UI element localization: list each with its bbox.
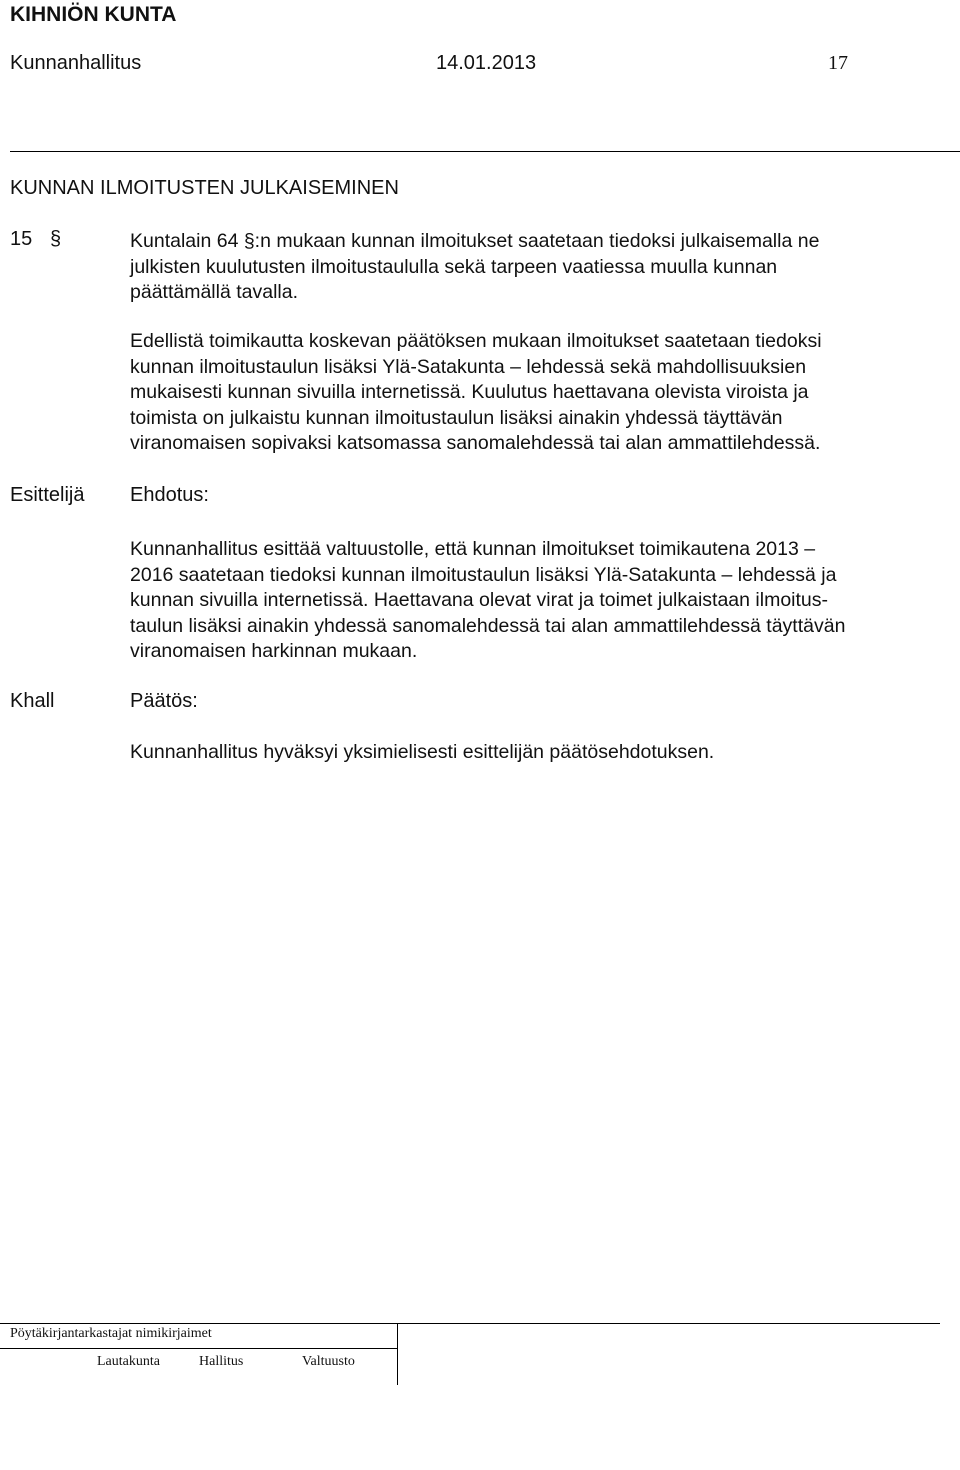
decision-maker-label: Khall — [10, 690, 55, 712]
footer-column-valtuusto: Valtuusto — [302, 1354, 355, 1369]
text-line: toimista on julkaistu kunnan ilmoitustaulun lisäksi ainakin yhdessä täyttävän — [130, 406, 783, 429]
text-line: Kuntalain 64 §:n mukaan kunnan ilmoitukset saatetaan tiedoksi julkaisemalla ne — [130, 230, 820, 252]
text-line: mukaisesti kunnan sivuilla internetissä. Kuulutus haettavana olevista viroista ja — [130, 381, 809, 403]
text-line: taulun lisäksi ainakin yhdessä sanomalehdessä tai alan ammattilehdessä täyttävän — [130, 614, 846, 637]
text-line: Edellistä toimikautta koskevan päätöksen mukaan ilmoitukset saatetaan tiedoksi — [130, 330, 822, 352]
meeting-date: 14.01.2013 — [436, 52, 537, 74]
organization-name: KIHNIÖN KUNTA — [10, 3, 177, 26]
section-title: KUNNAN ILMOITUSTEN JULKAISEMINEN — [10, 177, 399, 199]
footer-column-lautakunta: Lautakunta — [97, 1354, 160, 1369]
decision-text: Kunnanhallitus hyväksyi yksimielisesti esittelijän päätösehdotuksen. — [130, 741, 715, 763]
decision-label: Päätös: — [130, 690, 198, 712]
background-paragraph — [130, 329, 950, 457]
presenter-label: Esittelijä — [10, 484, 85, 506]
proposal-label: Ehdotus: — [130, 484, 209, 506]
text-line: päättämällä tavalla. — [130, 281, 299, 303]
decision-paragraph — [130, 740, 950, 766]
page-number: 17 — [828, 52, 848, 74]
footer-title: Pöytäkirjantarkastajat nimikirjaimet — [10, 1326, 212, 1341]
text-line: julkisten kuulutusten ilmoitustaululla sekä tarpeen vaatiessa muulla kunnan — [130, 255, 778, 278]
text-line: kunnan sivuilla internetissä. Haettavana olevat virat ja toimet julkaistaan ilmoitus- — [130, 589, 829, 611]
text-line: 2016 saatetaan tiedoksi kunnan ilmoitustaulun lisäksi Ylä-Satakunta – lehdessä ja — [130, 563, 837, 586]
section-number: 15 — [10, 228, 33, 250]
intro-paragraph — [130, 229, 950, 306]
meeting-body: Kunnanhallitus — [10, 52, 142, 74]
text-line: viranomaisen harkinnan mukaan. — [130, 640, 418, 662]
text-line: Kunnanhallitus esittää valtuustolle, että kunnan ilmoitukset toimikautena 2013 – — [130, 538, 816, 560]
footer-column-hallitus: Hallitus — [199, 1354, 244, 1369]
proposal-paragraph — [130, 537, 950, 665]
text-line: viranomaisen sopivaksi katsomassa sanomalehdessä tai alan ammattilehdessä. — [130, 432, 821, 454]
signature-box-divider — [0, 1348, 397, 1349]
text-line: kunnan ilmoitustaulun lisäksi Ylä-Satakunta – lehdessä sekä mahdollisuuksien — [130, 355, 807, 378]
section-sign: § — [50, 228, 62, 250]
header-divider — [10, 151, 960, 152]
